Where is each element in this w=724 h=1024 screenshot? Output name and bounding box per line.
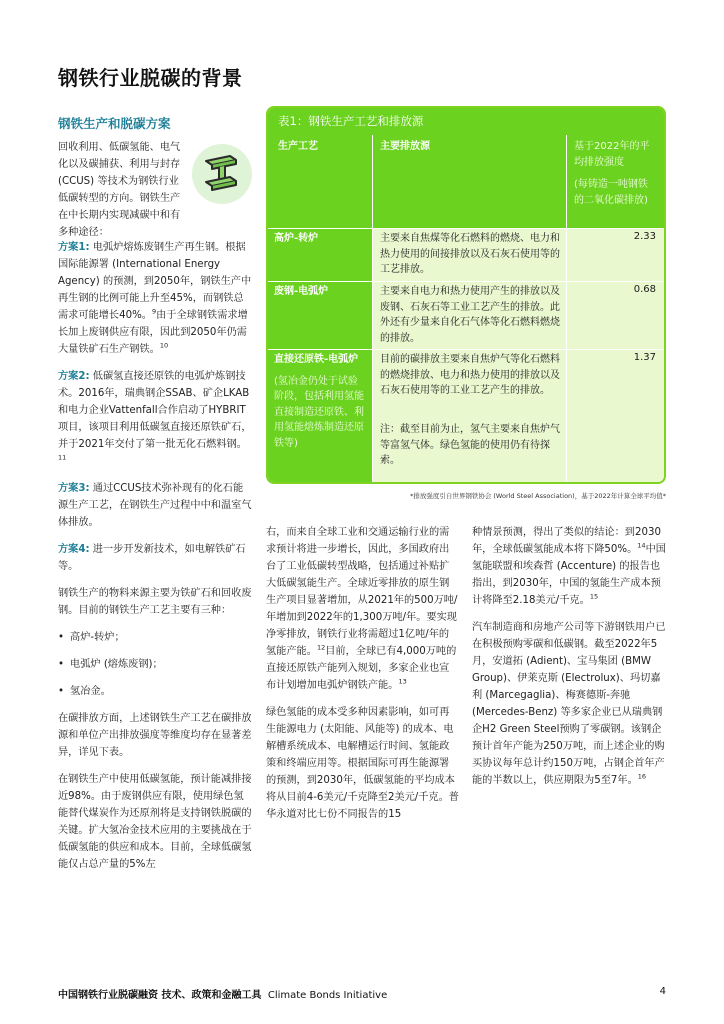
section-title: 钢铁生产和脱碳方案	[58, 116, 171, 131]
right-paragraph-2: 汽车制造商和房地产公司等下游钢铁用户已在积极预购零碳和低碳钢。截至2022年5月，安道拓 (Adient)、宝马集团 (BMW Group)、伊莱克斯 (Electrolux)、玛切嘉利 (Marcegaglia)、梅赛德斯-奔驰 (Mercedes-Benz) 等多家企业已从瑞典钢企H2 Green Steel预购了零碳钢。该钢企预计首年产能为250万吨，而上述企业的购买协议每年总计约150万吨，占钢企首年产能的半数以上，供应期限为5至7年。$^{16}$	[472, 622, 666, 786]
plan-3: 方案3: 通过CCUS技术弥补现有的化石能源生产工艺，在钢铁生产过程中中和温室气体排放。	[58, 483, 252, 528]
plan-1: 方案1: 电弧炉熔炼废钢生产再生钢。根据国际能源署 (International Energy Agency) 的预测，到2050年，钢铁生产中再生钢的比例可能上升至45%，而钢铁总需求可能增长40%。$^9$由于全球钢铁需求增长加上废钢供应有限，因此到2050年仍需大量铁矿石生产钢铁。$^{10}$	[58, 242, 252, 355]
row-value-bof: 2.33	[633, 231, 656, 242]
table-title: 表1：钢铁生产工艺和排放源	[268, 108, 664, 135]
header-process: 生产工艺	[278, 141, 318, 152]
process-list	[58, 629, 253, 700]
row-source-dri-note: 注：截至目前为止，氢气主要来自焦炉气等富氢气体。绿色氢能的使用仍有待探索。	[380, 424, 560, 466]
middle-paragraph-1: 右，而来自全球工业和交通运输行业的需求预计将进一步增长，因此，多国政府出台了工业低碳转型战略，包括通过补贴扩大低碳氢能生产。全球近零排放的原生钢生产项目显著增加，从2021年的500万吨/年增加到2022年的1,300万吨/年。要实现净零排放，钢铁行业将需超过1亿吨/年的氢能产能。$^{12}$目前，全球已有4,000万吨的直接还原铁产能列入规划，多家企业也宣布计划增加电弧炉钢铁产能。$^{13}$	[266, 527, 458, 691]
row-process-bof: 高炉-转炉	[268, 229, 372, 281]
header-intensity: 基于2022年的平均排放强度	[574, 141, 650, 168]
raw-materials-paragraph: 钢铁生产的物料来源主要为铁矿石和回收废钢。目前的钢铁生产工艺主要有三种：	[58, 588, 252, 616]
row-process-dri-label: 直接还原铁-电弧炉	[274, 354, 359, 365]
page-number: 4	[659, 986, 666, 997]
list-item: • 电弧炉 (熔炼废钢)；	[58, 656, 253, 673]
steel-beam-icon	[192, 144, 252, 204]
footer-title: 中国钢铁行业脱碳融资 技术、政策和金融工具 Climate Bonds Initiative	[58, 990, 388, 1001]
list-item: • 高炉-转炉；	[58, 629, 253, 646]
middle-paragraph-2: 绿色氢能的成本受多种因素影响，如可再生能源电力 (太阳能、风能等) 的成本、电解槽系统成本、电解槽运行时间、氢能政策和终端应用等。根据国际可再生能源署的预测，到2030年，低碳氢能的平均成本将从目前4-6美元/千克降至2美元/千克。普华永道对比七份不同报告的15	[266, 707, 459, 820]
emissions-table	[266, 106, 666, 484]
row-process-eaf: 废钢-电弧炉	[268, 282, 372, 349]
row-source-eaf: 主要来自电力和热力使用产生的排放以及废钢、石灰石等工业工艺产生的排放。此外还有少量来自化石气体等化石燃料燃烧的排放。	[380, 286, 560, 344]
row-value-eaf: 0.68	[633, 284, 656, 295]
header-source: 主要排放源	[380, 141, 430, 152]
table-footnote: *排放强度引自世界钢铁协会 (World Steel Association)，基于2022年计算全球平均值*	[410, 492, 666, 500]
page-title: 钢铁行业脱碳的背景	[58, 66, 243, 90]
hydrogen-paragraph: 在钢铁生产中使用低碳氢能，预计能减排接近98%。由于废钢供应有限，使用绿色氢能替代煤炭作为还原剂将是支持钢铁脱碳的关键。扩大氢冶金技术应用的主要挑战在于低碳氢能的供应和成本。目前，全球低碳氢能仅占总产量的5%左	[58, 774, 252, 870]
row-source-dri: 目前的碳排放主要来自焦炉气等化石燃料的燃烧排放、电力和热力使用的排放以及石灰石使用等的工业工艺产生的排放。	[380, 354, 560, 396]
intro-paragraph: 回收利用、低碳氢能、电气化以及碳捕获、利用与封存 (CCUS) 等技术为钢铁行业低碳转型的方向。钢铁生产在中长期内实现减碳中和有多种途径：	[58, 142, 181, 238]
plan-2: 方案2: 低碳氢直接还原铁的电弧炉炼钢技术。2016年，瑞典钢企SSAB、矿企LKAB和电力企业Vattenfall合作启动了HYBRIT项目，该项目利用低碳氢直接还原铁矿石，并于2021年交付了第一批无化石燃料钢。$^{11}$	[58, 371, 252, 462]
right-paragraph-1: 种情景预测，得出了类似的结论：到2030年，全球低碳氢能成本将下降50%。$^{14}$中国氢能联盟和埃森哲 (Accenture) 的报告也指出，到2030年，中国的氢能生产成本预计将降至2.18美元/千克。$^{15}$	[472, 527, 666, 606]
row-process-dri-note: (氢冶金仍处于试验阶段，包括利用氢能直接制造还原铁、利用氢能熔炼制造还原铁等)	[274, 375, 364, 449]
row-process-dri	[268, 350, 372, 484]
row-value-dri: 1.37	[633, 352, 656, 363]
header-intensity-unit: (每铸造一吨钢铁的二氧化碳排放)	[574, 179, 648, 206]
plan-4: 方案4: 进一步开发新技术，如电解铁矿石等。	[58, 544, 246, 572]
emissions-paragraph: 在碳排放方面，上述钢铁生产工艺在碳排放源和单位产出排放强度等维度均存在显著差异，详见下表。	[58, 713, 252, 758]
list-item: • 氢冶金。	[58, 683, 253, 700]
row-source-bof: 主要来自焦煤等化石燃料的燃烧、电力和热力使用的间接排放以及石灰石使用等的工艺排放。	[380, 233, 560, 275]
